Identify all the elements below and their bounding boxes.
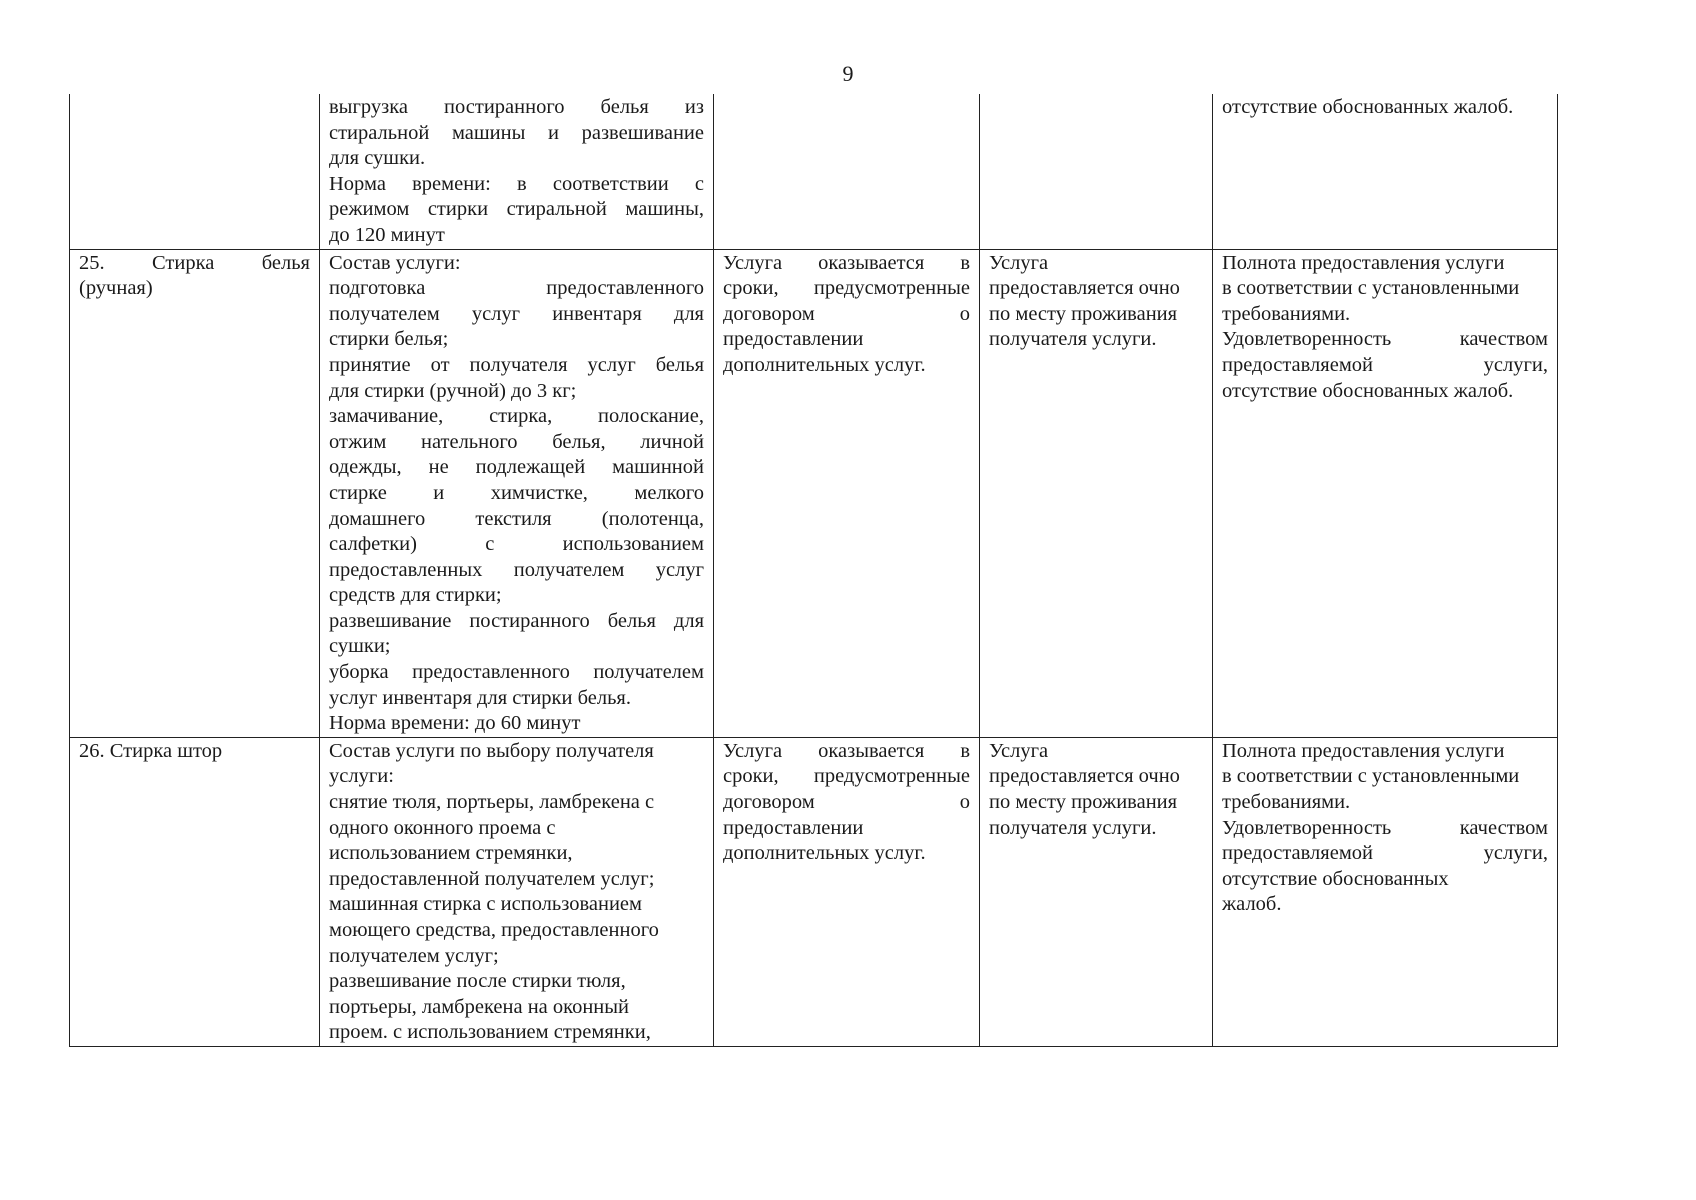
cell-text-line: по месту проживания bbox=[989, 302, 1178, 325]
service-quality-cell bbox=[1213, 94, 1558, 249]
cell-text-line: предоставлении bbox=[723, 816, 864, 839]
cell-text-line: требованиями. bbox=[1222, 302, 1351, 325]
cell-text-line: машинная стирка с использованием bbox=[329, 893, 643, 916]
cell-text-line: получателя услуги. bbox=[989, 816, 1157, 839]
cell-text-line: одного оконного проема с bbox=[329, 816, 556, 839]
cell-text-line: в соответствии с установленными bbox=[1222, 765, 1520, 788]
cell-text-line: домашнего текстиля (полотенца, bbox=[329, 507, 704, 530]
page-number: 9 bbox=[842, 61, 854, 86]
cell-text-line: Услуга bbox=[989, 251, 1049, 274]
cell-text-line: договором о bbox=[723, 302, 970, 325]
cell-text-line: Норма времени: до 60 минут bbox=[329, 712, 581, 735]
cell-text-line: средств для стирки; bbox=[329, 584, 502, 607]
cell-text-line: получателем услуг; bbox=[329, 944, 499, 967]
cell-text-line: моющего средства, предоставленного bbox=[329, 919, 659, 941]
table-row-service-25 bbox=[70, 249, 1558, 737]
service-content-cell bbox=[320, 737, 714, 1046]
service-name-cell bbox=[70, 737, 320, 1046]
cell-text-line: Удовлетворенность качеством bbox=[1222, 816, 1548, 839]
cell-text-line: стирке и химчистке, мелкого bbox=[329, 481, 704, 504]
cell-text-line: отсутствие обоснованных жалоб. bbox=[1222, 379, 1514, 402]
cell-text-line: замачивание, стирка, полоскание, bbox=[329, 405, 704, 428]
cell-text-line: получателя услуги. bbox=[989, 328, 1157, 351]
cell-text-line: дополнительных услуг. bbox=[723, 842, 926, 865]
cell-text-line: предоставляемой услуги, bbox=[1222, 353, 1548, 376]
cell-text-line: стиральной машины и развешивание bbox=[329, 121, 704, 144]
cell-text-line: снятие тюля, портьеры, ламбрекена с bbox=[329, 791, 655, 814]
service-content-cell bbox=[320, 249, 714, 737]
cell-text-line: сушки; bbox=[329, 635, 391, 658]
cell-text-line: предоставленной получателем услуг; bbox=[329, 867, 655, 890]
service-content-cell bbox=[320, 94, 714, 249]
cell-text-line: предоставляемой услуги, bbox=[1222, 842, 1548, 865]
service-quality-cell bbox=[1213, 737, 1558, 1046]
cell-text-line: дополнительных услуг. bbox=[723, 353, 926, 376]
cell-text-line: предоставляется очно bbox=[989, 277, 1180, 300]
cell-text-line: сроки, предусмотренные bbox=[723, 277, 970, 300]
cell-text-line: 26. Стирка штор bbox=[79, 739, 223, 762]
cell-text-line: услуг инвентаря для стирки белья. bbox=[329, 686, 631, 709]
service-terms-cell bbox=[714, 249, 980, 737]
cell-text-line: салфетки) с использованием bbox=[329, 533, 704, 556]
cell-text-line: по месту проживания bbox=[989, 791, 1178, 814]
cell-text-line: проем. с использованием стремянки, bbox=[329, 1021, 651, 1044]
cell-text-line: отсутствие обоснованных жалоб. bbox=[1222, 96, 1514, 118]
cell-text-line: предоставляется очно bbox=[989, 765, 1180, 788]
cell-text-line: отжим нательного белья, личной bbox=[329, 430, 704, 453]
cell-text-line: жалоб. bbox=[1222, 893, 1282, 916]
cell-text-line: предоставленных получателем услуг bbox=[329, 558, 704, 581]
cell-text-line: использованием стремянки, bbox=[329, 842, 573, 865]
cell-text-line: Полнота предоставления услуги bbox=[1222, 251, 1505, 274]
cell-text-line: портьеры, ламбрекена на оконный bbox=[329, 995, 630, 1018]
service-name-cell bbox=[70, 249, 320, 737]
cell-text-line: Удовлетворенность качеством bbox=[1222, 328, 1548, 351]
cell-text-line: требованиями. bbox=[1222, 791, 1351, 814]
cell-text-line: предоставлении bbox=[723, 328, 864, 351]
service-terms-cell bbox=[714, 94, 980, 249]
cell-text-line: Полнота предоставления услуги bbox=[1222, 739, 1505, 762]
cell-text-line: Услуга bbox=[989, 739, 1049, 762]
service-conditions-cell bbox=[980, 249, 1213, 737]
cell-text-line: стирки белья; bbox=[329, 328, 449, 351]
cell-text-line: Состав услуги: bbox=[329, 251, 461, 274]
cell-text-line: принятие от получателя услуг белья bbox=[329, 353, 704, 376]
cell-text-line: для сушки. bbox=[329, 147, 426, 170]
table-row-continuation bbox=[70, 94, 1558, 249]
cell-text-line: Норма времени: в соответствии с bbox=[329, 172, 704, 195]
cell-text-line: 25. Стирка белья bbox=[79, 251, 310, 274]
service-terms-cell bbox=[714, 737, 980, 1046]
cell-text-line: выгрузка постиранного белья из bbox=[329, 96, 704, 118]
services-table bbox=[69, 94, 1558, 1047]
cell-text-line: до 120 минут bbox=[329, 223, 445, 246]
cell-text-line: одежды, не подлежащей машинной bbox=[329, 456, 704, 479]
service-conditions-cell bbox=[980, 737, 1213, 1046]
service-quality-cell bbox=[1213, 249, 1558, 737]
service-conditions-cell bbox=[980, 94, 1213, 249]
table-row-service-26 bbox=[70, 737, 1558, 1046]
cell-text-line: Услуга оказывается в bbox=[723, 739, 970, 762]
cell-text-line: режимом стирки стиральной машины, bbox=[329, 198, 704, 221]
cell-text-line: уборка предоставленного получателем bbox=[329, 661, 704, 684]
cell-text-line: сроки, предусмотренные bbox=[723, 765, 970, 788]
cell-text-line: получателем услуг инвентаря для bbox=[329, 302, 704, 325]
cell-text-line: услуги: bbox=[329, 765, 394, 788]
cell-text-line: развешивание после стирки тюля, bbox=[329, 970, 626, 993]
cell-text-line: Услуга оказывается в bbox=[723, 251, 970, 274]
cell-text-line: (ручная) bbox=[79, 277, 153, 300]
cell-text-line: отсутствие обоснованных bbox=[1222, 867, 1449, 890]
cell-text-line: подготовка предоставленного bbox=[329, 277, 704, 300]
service-name-cell bbox=[70, 94, 320, 249]
cell-text-line: развешивание постиранного белья для bbox=[329, 609, 704, 632]
cell-text-line: договором о bbox=[723, 791, 970, 814]
cell-text-line: Состав услуги по выбору получателя bbox=[329, 739, 654, 762]
cell-text-line: в соответствии с установленными bbox=[1222, 277, 1520, 300]
cell-text-line: для стирки (ручной) до 3 кг; bbox=[329, 379, 577, 402]
